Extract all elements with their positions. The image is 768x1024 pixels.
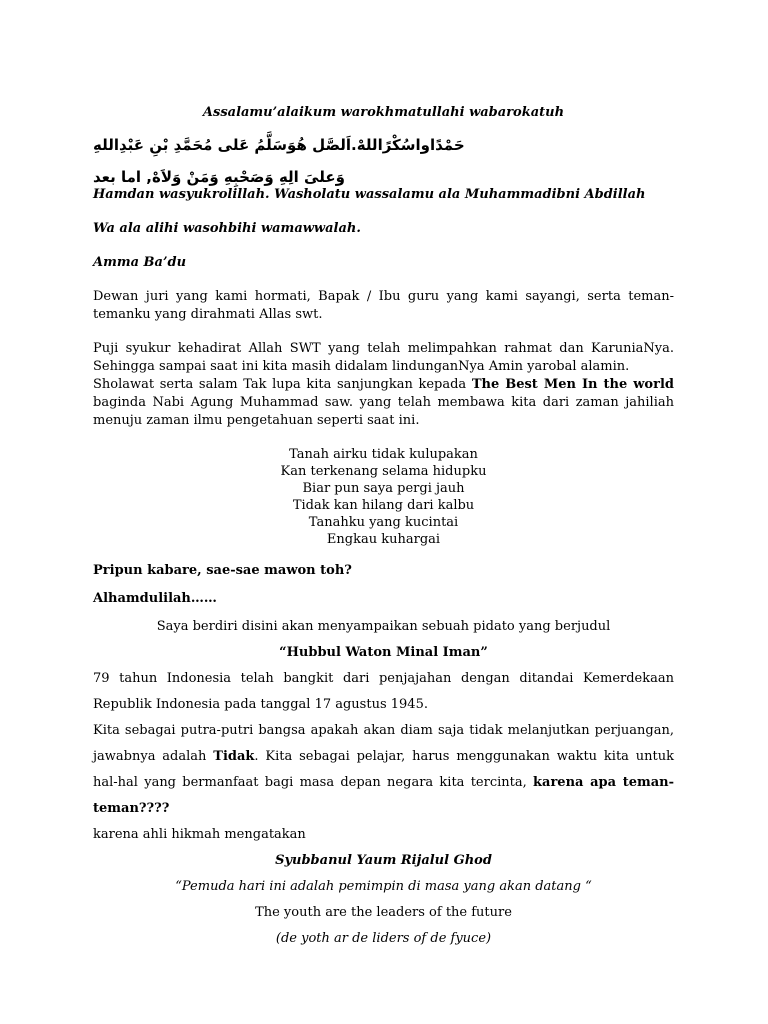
poem-line: Kan terkenang selama hidupku (280, 464, 487, 479)
kita-bold-karena: karena apa teman-teman???? (93, 775, 674, 816)
kita-text-b: . Kita sebagai pelajar, harus menggunakan waktu kita untuk hal-hal yang bermanfaat bagi masa depan negara kita tercinta, (93, 749, 674, 790)
paragraph-puji-syukur: Puji syukur kehadirat Allah SWT yang telah melimpahkan rahmat dan KaruniaNya. Sehingga sampai saat ini kita masih didalam lindunganNya Amin yarobal alamin. (93, 341, 674, 374)
poem-line: Tanah airku tidak kulupakan (289, 447, 478, 462)
sholawat-text-b: baginda Nabi Agung Muhammad saw. yang telah membawa kita dari zaman jahiliah menuju zaman ilmu pengetahuan seperti saat ini. (93, 395, 674, 428)
paragraph-sholawat (93, 376, 674, 430)
sholawat-bold: The Best Men In the world (471, 377, 674, 392)
kita-bold-tidak: Tidak (213, 749, 255, 764)
paragraph-dewan: Dewan juri yang kami hormati, Bapak / Ibu guru yang kami sayangi, serta teman-temanku yang dirahmati Allas swt. (93, 289, 674, 322)
poem-line: Tidak kan hilang dari kalbu (292, 498, 475, 513)
kita-text-a: Kita sebagai putra-putri bangsa apakah akan diam saja tidak melanjutkan perjuangan, jawabnya adalah (93, 723, 674, 764)
syubbanul-line: Syubbanul Yaum Rijalul Ghod (275, 853, 492, 868)
document-page (93, 104, 674, 952)
arabic-line-1: حَمْدًاواسُكْرًاللهْ.اَلصَّل هُوَسَلَّمُ عَلى مُحَمَّدِ بْنِ عَبْدِاللهِ (93, 136, 465, 154)
pemuda-quote: “Pemuda hari ini adalah pemimpin di masa yang akan datang “ (175, 879, 592, 894)
paragraph-kita-sebagai (93, 718, 674, 822)
amma-badu-line: Amma Ba’du (93, 255, 187, 270)
poem-line: Engkau kuhargai (326, 532, 441, 547)
youth-line: The youth are the leaders of the future (255, 905, 512, 920)
pripun-line: Pripun kabare, sae-sae mawon toh? (93, 563, 352, 578)
poem-line: Biar pun saya pergi jauh (302, 481, 465, 496)
saya-berdiri-line: Saya berdiri disini akan menyampaikan sebuah pidato yang berjudul (156, 619, 611, 634)
sholawat-text-a: Sholawat serta salam Tak lupa kita sanjungkan kepada (93, 377, 472, 392)
wa-ala-line: Wa ala alihi wasohbihi wamawwalah. (93, 221, 361, 236)
de-yoth-line: (de yoth ar de liders of de fyuce) (275, 931, 492, 946)
hamdan-line: Hamdan wasyukrolillah. Washolatu wassalamu ala Muhammadibni Abdillah (93, 187, 646, 202)
karena-line: karena ahli hikmah mengatakan (93, 827, 306, 842)
paragraph-79-tahun: 79 tahun Indonesia telah bangkit dari penjajahan dengan ditandai Kemerdekaan Republik Indonesia pada tanggal 17 agustus 1945. (93, 671, 674, 712)
poem-line: Tanahku yang kucintai (308, 515, 459, 530)
poem-block (93, 446, 674, 548)
greeting-heading: Assalamu’alaikum warokhmatullahi wabarokatuh (202, 105, 565, 120)
arabic-line-2: وَعلىَ الِهِ وَصَحْبِهِ وَمَنْ وَلاَهْ, اما بعد (93, 168, 345, 186)
alhamdulilah-line: Alhamdulilah…… (93, 591, 217, 606)
speech-title: “Hubbul Waton Minal Iman” (279, 645, 488, 660)
